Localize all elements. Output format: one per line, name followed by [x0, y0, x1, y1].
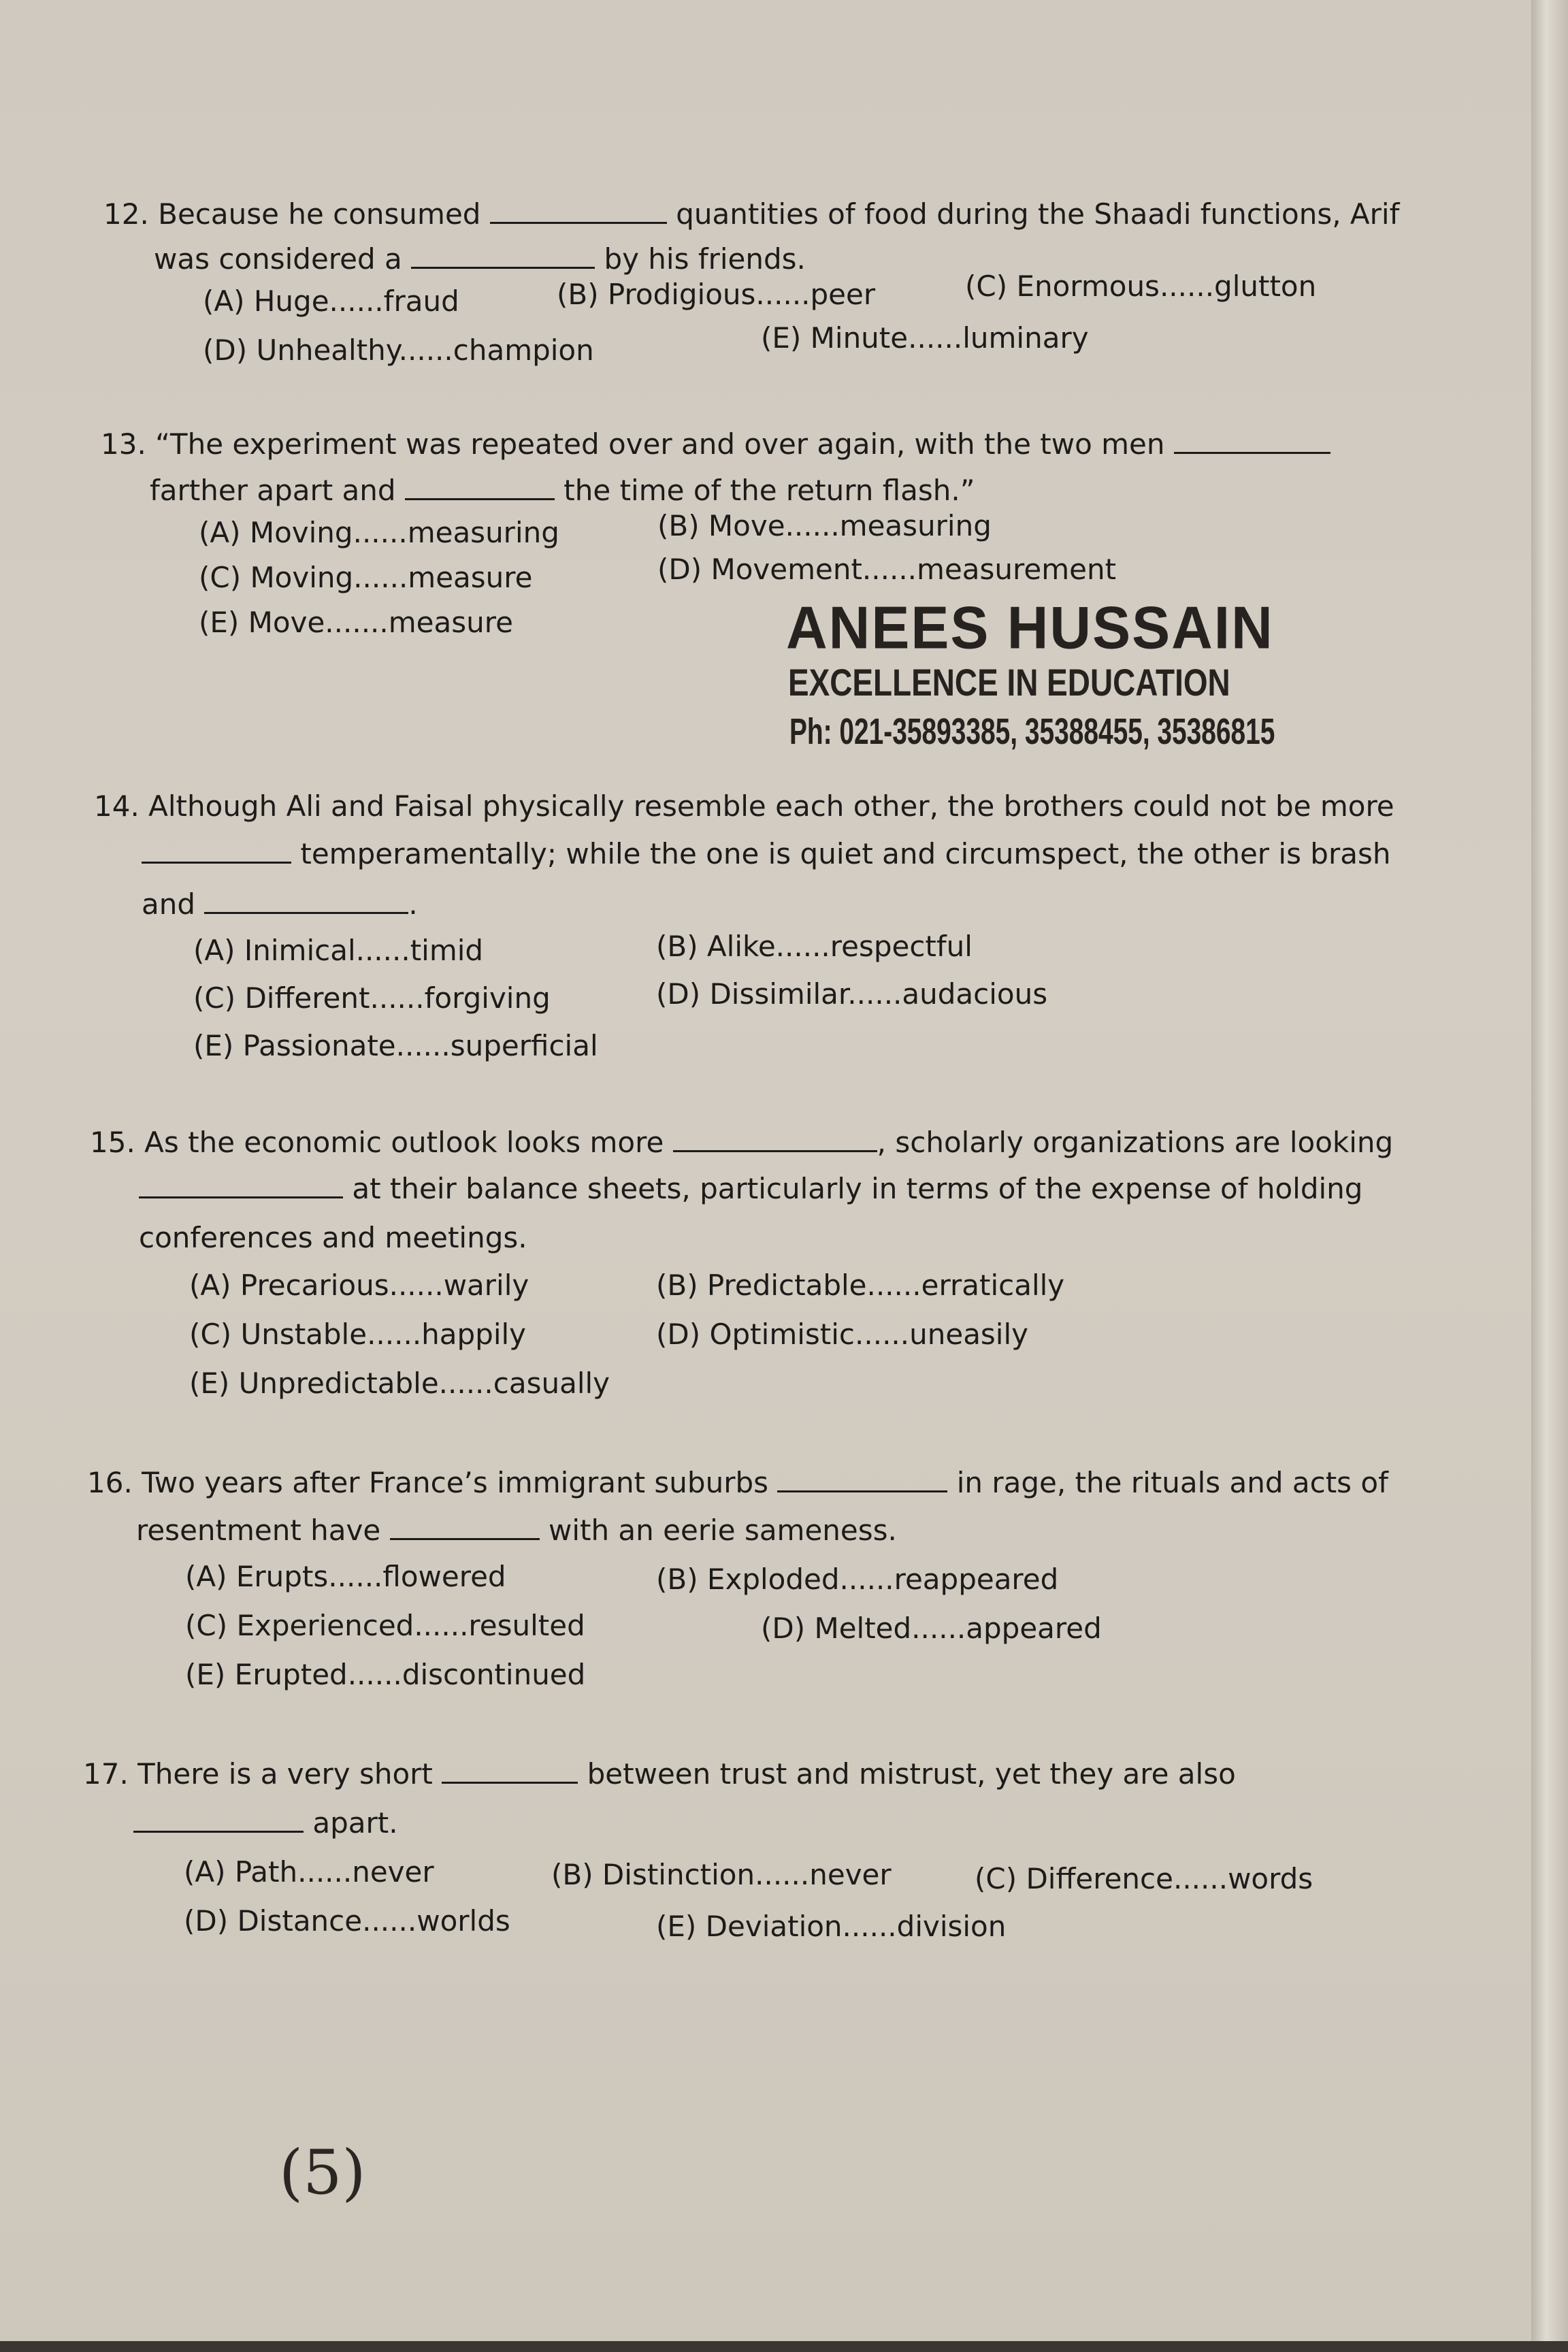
- question-12-line-1: [103, 199, 1399, 229]
- option-d: (D) Distance......worlds: [184, 1904, 510, 1938]
- question-16-line-1: [87, 1467, 1388, 1497]
- question-text: by his friends.: [604, 242, 806, 276]
- question-number: 17.: [83, 1757, 129, 1791]
- question-number: 15.: [90, 1126, 135, 1159]
- question-text: the time of the return flash.”: [564, 474, 975, 507]
- question-text: apart.: [312, 1806, 398, 1840]
- option-b: (B) Move......measuring: [657, 509, 992, 542]
- answer-blank: [390, 1515, 540, 1540]
- question-16-line-2: [136, 1515, 897, 1545]
- answer-blank: [442, 1759, 578, 1784]
- question-17-line-2: [133, 1808, 398, 1838]
- option-e: (E) Move.......measure: [199, 606, 513, 639]
- question-15-line-2: [139, 1173, 1362, 1203]
- option-e: (E) Minute......luminary: [761, 321, 1089, 355]
- option-a: (A) Erupts......flowered: [185, 1560, 506, 1593]
- stamp-tagline: EXCELLENCE IN EDUCATION: [788, 661, 1230, 704]
- question-number: 16.: [87, 1466, 133, 1499]
- bottom-edge: [0, 2341, 1568, 2352]
- option-a: (A) Moving......measuring: [199, 516, 559, 549]
- answer-blank: [1174, 429, 1330, 454]
- question-text: , scholarly organizations are looking: [877, 1126, 1394, 1159]
- page-edge: [1531, 0, 1568, 2352]
- option-a: (A) Huge......fraud: [203, 284, 459, 318]
- option-c: (C) Experienced......resulted: [185, 1609, 585, 1642]
- option-a: (A) Inimical......timid: [193, 934, 484, 967]
- question-text: quantities of food during the Shaadi functions, Arif: [676, 197, 1400, 231]
- question-15-line-3: conferences and meetings.: [139, 1221, 527, 1254]
- question-text: .: [408, 887, 418, 921]
- option-c: (C) Difference......words: [975, 1862, 1313, 1895]
- question-text: with an eerie sameness.: [548, 1514, 897, 1547]
- option-e: (E) Unpredictable......casually: [189, 1367, 610, 1400]
- option-b: (B) Prodigious......peer: [557, 278, 876, 311]
- question-text: As the economic outlook looks more: [144, 1126, 664, 1159]
- answer-blank: [405, 475, 555, 500]
- question-text: Although Ali and Faisal physically resemble each other, the brothers could not be more: [148, 789, 1394, 823]
- question-15-line-1: [90, 1127, 1393, 1157]
- question-text: between trust and mistrust, yet they are also: [587, 1757, 1236, 1791]
- option-e: (E) Erupted......discontinued: [185, 1658, 586, 1691]
- option-d: (D) Optimistic......uneasily: [656, 1318, 1029, 1351]
- option-d: (D) Movement......measurement: [657, 553, 1117, 586]
- question-text: resentment have: [136, 1514, 381, 1547]
- question-text: at their balance sheets, particularly in terms of the expense of holding: [352, 1172, 1363, 1205]
- option-c: (C) Unstable......happily: [189, 1318, 527, 1351]
- question-text: was considered a: [154, 242, 402, 276]
- question-14-line-3: [142, 889, 418, 919]
- question-text: in rage, the rituals and acts of: [956, 1466, 1388, 1499]
- option-d: (D) Unhealthy......champion: [203, 333, 594, 367]
- question-13-line-2: [150, 475, 975, 505]
- answer-blank: [673, 1127, 877, 1152]
- question-text: temperamentally; while the one is quiet and circumspect, the other is brash: [300, 837, 1391, 870]
- question-13-line-1: [101, 429, 1330, 459]
- question-text: Because he consumed: [158, 197, 481, 231]
- answer-blank: [411, 244, 595, 269]
- question-14-line-2: [142, 838, 1390, 868]
- question-text: farther apart and: [150, 474, 396, 507]
- option-a: (A) Path......never: [184, 1855, 434, 1889]
- page-number: (5): [279, 2137, 366, 2208]
- option-e: (E) Passionate......superficial: [193, 1029, 598, 1062]
- option-d: (D) Dissimilar......audacious: [656, 977, 1048, 1011]
- option-c: (C) Different......forgiving: [193, 981, 551, 1015]
- answer-blank: [490, 199, 667, 224]
- question-12-line-2: [154, 244, 806, 274]
- option-e: (E) Deviation......division: [656, 1910, 1007, 1943]
- question-text: “The experiment was repeated over and over again, with the two men: [155, 427, 1165, 461]
- option-b: (B) Predictable......erratically: [656, 1269, 1065, 1302]
- question-number: 12.: [103, 197, 149, 231]
- question-text: Two years after France’s immigrant suburbs: [142, 1466, 768, 1499]
- option-d: (D) Melted......appeared: [761, 1612, 1102, 1645]
- answer-blank: [139, 1173, 343, 1198]
- option-b: (B) Alike......respectful: [656, 930, 973, 963]
- answer-blank: [133, 1808, 304, 1833]
- option-a: (A) Precarious......warily: [189, 1269, 529, 1302]
- stamp-phone: Ph: 021-35893385, 35388455, 35386815: [789, 711, 1275, 752]
- question-17-line-1: [83, 1757, 1236, 1791]
- question-text: and: [142, 887, 196, 921]
- answer-blank: [777, 1467, 947, 1492]
- answer-blank: [204, 889, 408, 914]
- option-c: (C) Moving......measure: [199, 561, 533, 594]
- option-b: (B) Exploded......reappeared: [656, 1563, 1059, 1596]
- question-14-line-1: [94, 789, 1394, 823]
- question-number: 14.: [94, 789, 140, 823]
- question-text: There is a very short: [137, 1757, 433, 1791]
- question-number: 13.: [101, 427, 146, 461]
- stamp-name: ANEES HUSSAIN: [786, 593, 1274, 662]
- option-b: (B) Distinction......never: [551, 1858, 892, 1891]
- option-c: (C) Enormous......glutton: [965, 270, 1317, 303]
- answer-blank: [142, 838, 291, 864]
